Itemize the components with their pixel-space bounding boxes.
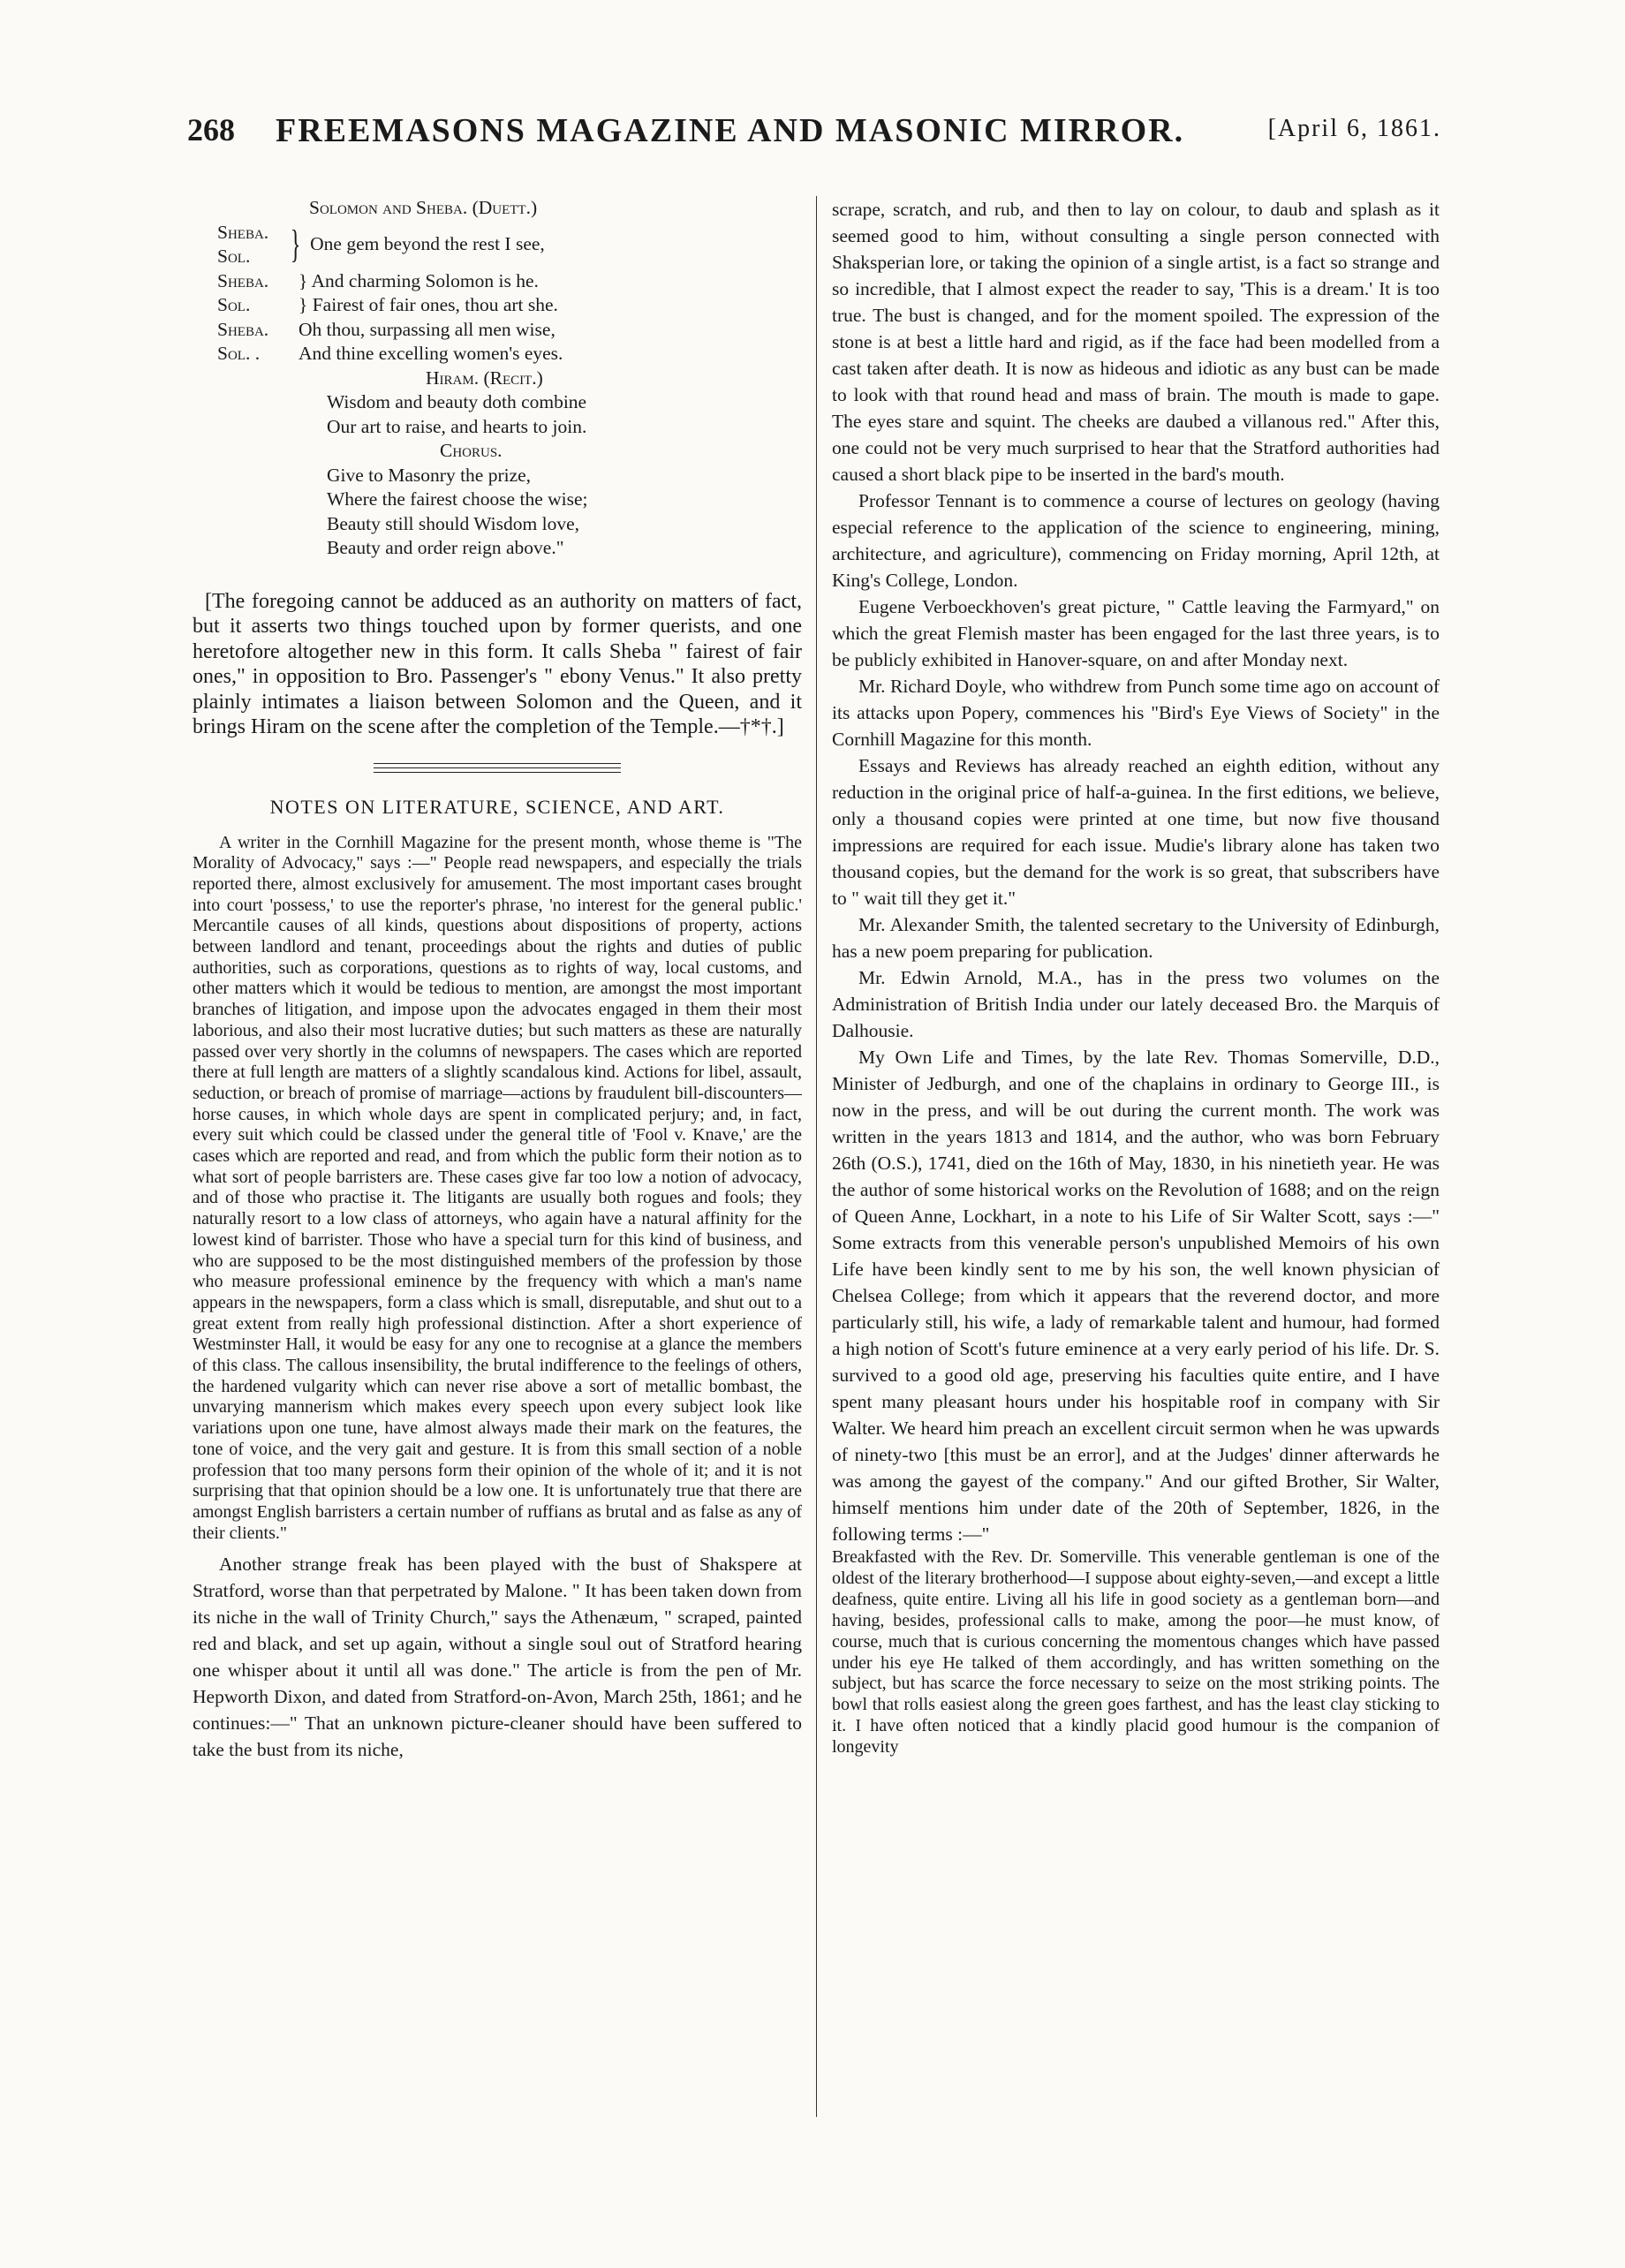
poem-line-row bbox=[217, 269, 802, 294]
divider-rule bbox=[374, 767, 621, 768]
article-paragraph: Mr. Alexander Smith, the talented secretary to the University of Edinburgh, has a new poem preparing for publication. bbox=[832, 914, 1440, 962]
poem-speaker: Sheba. bbox=[217, 318, 269, 340]
article-paragraph: A writer in the Cornhill Magazine for the present month, whose theme is "The Morality of Advocacy," says :—" People read newspapers, and especially the trials reported there, almost exclusively for amusement. The most important cases brought into court 'possess,' to use the reporter's phrase, 'no interest for the general public.' Mercantile causes of all kinds, questions about dispositions of property, actions between landlord and tenant, proceedings about the rights and duties of public authorities, such as corporations, questions as to rights of way, local customs, and other matters which it would be tedious to mention, are amongst the most important branches of litigation, and impose upon the advocates engaged in them their most laborious, and also their most lucrative duties; but such matters as these are naturally passed over very shortly in the columns of newspapers. The cases which are reported there at full length are matters of a slightly scandalous kind. Actions for libel, assault, seduction, or breach of promise of marriage—actions by fraudulent bill-discounters—horse causes, in which whole days are spent in complicated perjury; and, in fact, every suit which could be classed under the general title of 'Fool v. Knave,' are the cases which are reported and read, and from which the public form their notion as to what sort of people barristers are. These cases give far too low a notion of advocacy, and of those who practise it. The litigants are usually both rogues and fools; they naturally resort to a low class of attorneys, who again have a natural affinity for the lowest kind of barrister. Those who have a special turn for this kind of business, and who are supposed to be the most distinguished members of the profession by those who measure professional eminence by the frequency with which a man's name appears in the newspapers, form a class which is small, disreputable, and shut out to a great extent from really high professional distinction. After a short experience of Westminster Hall, it would be easy for any one to recognise at a glance the members of this class. The callous insensibility, the brutal indifference to the feelings of others, the hardened vulgarity which can never rise above a sort of metallic bombast, the unvarying mannerism which makes every speech upon every subject look like variations upon one tune, have almost always made their mark on the features, the tone of voice, and the very gait and gesture. It is from this small section of a noble profession that too many persons form their opinion of the whole of it; and it is not surprising that that opinion should be a low one. It is unfortunately true that there are amongst English barristers a certain number of ruffians as brutal and as false as any of their clients." bbox=[193, 832, 802, 1543]
poem-line-row bbox=[217, 293, 802, 318]
article-paragraph: Essays and Reviews has already reached an eighth edition, without any reduction in the original price of half-a-guinea. In the first editions, we believe, only a thousand copies were printed at one time, but now five thousand impressions are required for each issue. Mudie's library alone has taken two thousand copies, but the demand for the work is so great, that subscribers have to " wait till they get it." bbox=[832, 755, 1440, 909]
poem-line: Our art to raise, and hearts to join. bbox=[327, 415, 587, 437]
poem-line: Beauty and order reign above." bbox=[327, 537, 564, 558]
left-column bbox=[193, 196, 802, 2117]
issue-date: [April 6, 1861. bbox=[1267, 115, 1441, 142]
poem-brace-speakers bbox=[217, 221, 286, 269]
divider-rule bbox=[374, 763, 621, 764]
article-paragraph: Eugene Verboeckhoven's great picture, " Cattle leaving the Farmyard," on which the great Flemish master has been engaged for the last three years, is to be publicly exhibited in Hanover-square, on and after Monday next. bbox=[832, 596, 1440, 670]
article-paragraph: Mr. Edwin Arnold, M.A., has in the press two volumes on the Administration of British India under our lately deceased Bro. the Marquis of Dalhousie. bbox=[832, 967, 1440, 1041]
article-paragraph: Another strange freak has been played with the bust of Shakspere at Stratford, worse than that perpetrated by Malone. " It has been taken down from its niche in the wall of Trinity Church," says the Athenæum, " scraped, painted red and black, and set up again, without a single soul out of Stratford hearing one whisper about it until all was done." The article is from the pen of Mr. Hepworth Dixon, and dated from Stratford-on-Avon, March 25th, 1861; and he continues:—" That an unknown picture-cleaner should have been suffered to take the bust from its niche, bbox=[193, 1554, 802, 1761]
section-heading: NOTES ON LITERATURE, SCIENCE, AND ART. bbox=[269, 795, 725, 818]
poem-line: Wisdom and beauty doth combine bbox=[327, 391, 587, 412]
poem-line-row bbox=[217, 318, 802, 343]
chorus-title: Chorus. bbox=[440, 440, 503, 461]
poem-line: } Fairest of fair ones, thou art she. bbox=[299, 294, 558, 315]
magazine-title: FREEMASONS MAGAZINE AND MASONIC MIRROR. bbox=[276, 112, 1185, 149]
article-paragraph: Professor Tennant is to commence a course of lectures on geology (having especial reference to the application of the science to engineering, mining, architecture, and agriculture), commencing on Friday morning, April 12th, at King's College, London. bbox=[832, 490, 1440, 591]
brace-glyph: } bbox=[290, 223, 301, 266]
right-column bbox=[832, 196, 1440, 2117]
article-paragraph: Mr. Richard Doyle, who withdrew from Punch some time ago on account of its attacks upon Popery, commences his "Bird's Eye Views of Society" in the Cornhill Magazine for this month. bbox=[832, 676, 1440, 750]
poem-line: Give to Masonry the prize, bbox=[327, 464, 532, 486]
quoted-paragraph: Breakfasted with the Rev. Dr. Somerville. This venerable gentleman is one of the oldest of the literary brotherhood—I suppose about eighty-seven,—and except a little deafness, quite entire. Living all his life in good society as a gentleman born—and having, besides, professional calls to make, among the poor—he must know, of course, much that is curious concerning the momentous changes which have passed under his eye He talked of them accordingly, and has written something on the subject, but has scarce the force necessary to seize on the most striking points. The bowl that rolls easiest along the green goes farthest, and has the least clay sticking to it. I have often noticed that a kindly placid good humour is the companion of longevity bbox=[832, 1547, 1440, 1758]
poem-line: And thine excelling women's eyes. bbox=[299, 343, 563, 364]
poem-speaker: Sol. . bbox=[217, 343, 261, 364]
poem bbox=[193, 196, 802, 561]
poem-title: Solomon and Sheba. (Duett.) bbox=[309, 197, 538, 218]
poem-line: } And charming Solomon is he. bbox=[299, 269, 539, 291]
article-paragraph: My Own Life and Times, by the late Rev. Thomas Somerville, D.D., Minister of Jedburgh, and one of the chaplains in ordinary to George III., is now in the press, and will be out during the current month. The work was written in the years 1813 and 1814, and the author, who was born February 26th (O.S.), 1741, died on the 16th of May, 1830, in his ninetieth year. He was the author of some historical works on the Revolution of 1688; and on the reign of Queen Anne, Lockhart, in a note to his Life of Sir Walter Scott, says :—" Some extracts from this venerable person's unpublished Memoirs of his own Life have been kindly sent to me by his son, the well known physician of Chelsea College; from which it appears that the reverend doctor, and more particularly still, his wife, a lady of remarkable talent and humour, had formed a high notion of Scott's future eminence at a very early period of his life. Dr. S. survived to a good old age, preserving his faculties quite entire, and I have spent many pleasant hours under his hospitable roof in company with Sir Walter. We heard him preach an excellent circuit sermon when he was upwards of ninety-two [this must be an error], and at the Judges' dinner afterwards he was among the gayest of the company." And our gifted Brother, Sir Walter, himself mentions him under date of the 20th of September, 1826, in the following terms :—" bbox=[832, 1047, 1440, 1545]
editorial-note: [The foregoing cannot be adduced as an authority on matters of fact, but it asserts two things touched upon by former querists, and one heretofore altogether new in this form. It calls Sheba " fairest of fair ones," in opposition to Bro. Passenger's " ebony Venus." It also pretty plainly intimates a liaison between Solomon and the Queen, and it brings Hiram on the scene after the completion of the Temple.—†*†.] bbox=[193, 589, 802, 738]
speaker-sheba: Sheba. bbox=[217, 221, 269, 243]
poem-line: Beauty still should Wisdom love, bbox=[327, 512, 579, 534]
poem-line-row bbox=[217, 342, 802, 367]
poem-speaker: Sol. bbox=[217, 294, 251, 315]
column-rule bbox=[816, 196, 817, 2117]
running-header bbox=[187, 111, 1441, 159]
poem-line: One gem beyond the rest I see, bbox=[310, 233, 545, 255]
divider-rule bbox=[374, 772, 621, 773]
poem-line: Oh thou, surpassing all men wise, bbox=[299, 318, 556, 340]
recit-title: Hiram. (Recit.) bbox=[426, 367, 543, 389]
spacer bbox=[193, 1544, 802, 1551]
section-divider bbox=[374, 763, 621, 773]
speaker-sol: Sol. bbox=[217, 246, 251, 267]
poem-speaker: Sheba. bbox=[217, 269, 269, 291]
article-paragraph: scrape, scratch, and rub, and then to lay on colour, to daub and splash as it seemed good to him, without consulting a single person connected with Shaksperian lore, or taking the opinion of a single artist, is a fact so strange and so incredible, that I almost expect the reader to say, 'This is a dream.' It is too true. The bust is changed, and for the moment spoiled. The expression of the stone is at best a little hard and rigid, as if the face had been modelled from a cast taken after death. It is now as hideous and idiotic as any bust can be made to look with that round head and mass of brain. The mouth is made to gape. The eyes stare and squint. The cheeks are daubed a villanous red." After this, one could not be very much surprised to hear that the Stratford authorities had caused a short black pipe to be inserted in the bard's mouth. bbox=[832, 199, 1440, 485]
poem-brace-line bbox=[217, 221, 802, 269]
poem-line: Where the fairest choose the wise; bbox=[327, 488, 588, 510]
page-number: 268 bbox=[187, 112, 235, 147]
spacer bbox=[193, 819, 802, 833]
